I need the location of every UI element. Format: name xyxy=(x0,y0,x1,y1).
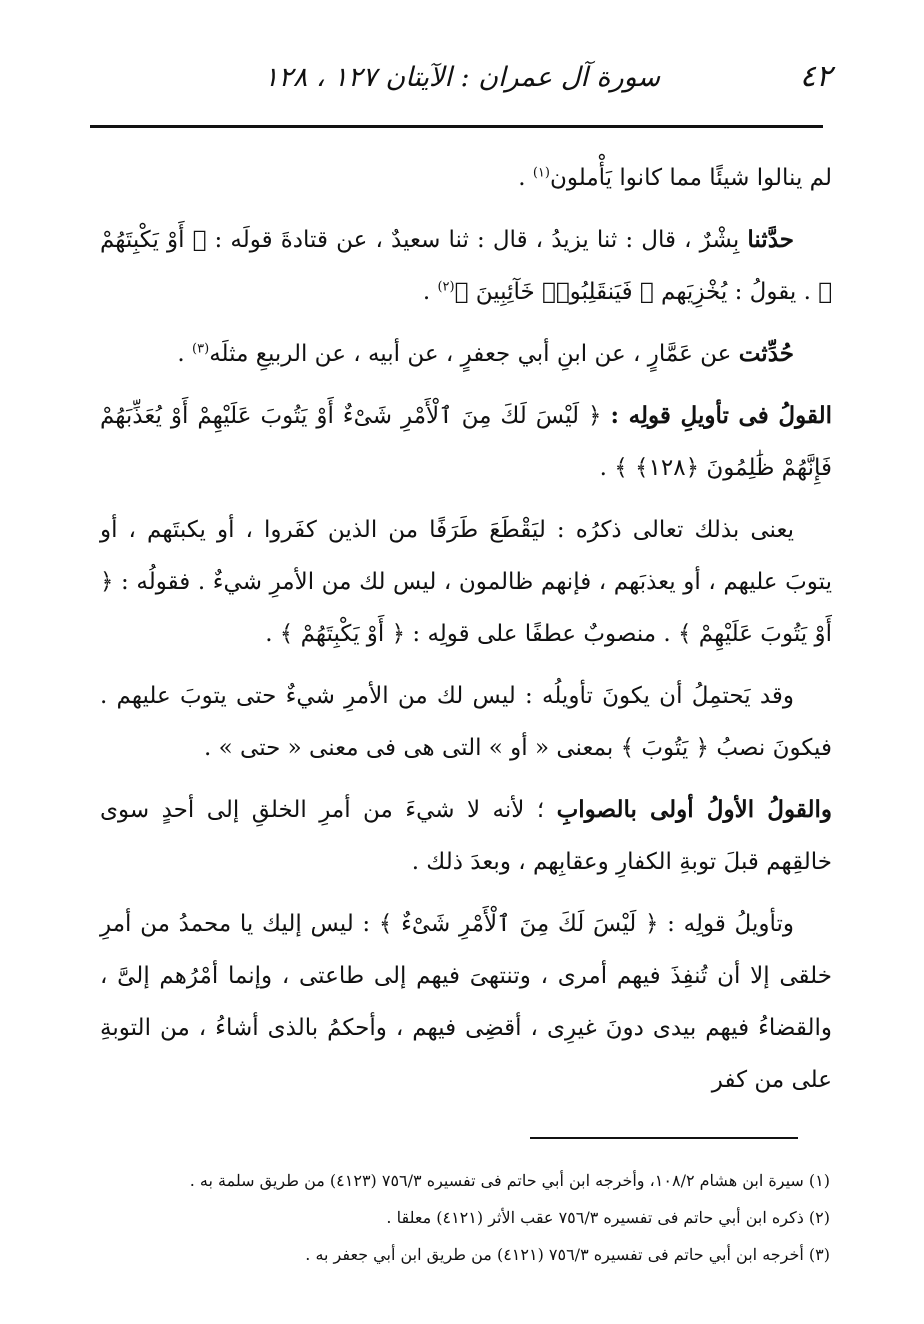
paragraph-text: لم ينالوا شيئًا مما كانوا يَأْملون xyxy=(549,165,832,191)
paragraph-text: يعنى بذلك تعالى ذكرُه : ليَقْطَعَ طَرَفًا من الذين كفَروا ، أو يكبتَهم ، أو يتوبَ عليهم ، أو يعذبَهم ، فإنهم ظالمون ، ليس لك من الأمرِ شيءٌ . فقولُه : ﴿ أَوْ يَتُوبَ عَلَيْهِمْ ﴾ . منصوبٌ عطفًا على قولِه : ﴿ أَوْ يَكْبِتَهُمْ ﴾ . xyxy=(100,517,832,647)
running-header-title: سورة آل عمران : الآيتان ١٢٧ ، ١٢٨ xyxy=(263,62,661,93)
paragraph xyxy=(100,784,832,888)
footnote-ref: (٣) xyxy=(192,341,210,357)
paragraph-text: وقد يَحتمِلُ أن يكونَ تأويلُه : ليس لك من الأمرِ شيءٌ حتى يتوبَ عليهم . فيكونَ نصبُ ﴿ يَتُوبَ ﴾ بمعنى « أو » التى هى فى معنى « حتى » . xyxy=(100,683,832,761)
footnote: (١) سيرة ابن هشام ١٠٨/٢، وأخرجه ابن أبي حاتم فى تفسيره ٧٥٦/٣ (٤١٢٣) من طريق سلمة به . xyxy=(189,1171,830,1190)
paragraph-text: عن عَمَّارٍ ، عن ابنِ أبي جعفرٍ ، عن أبيه ، عن الربيعِ مثلَه xyxy=(209,341,739,367)
paragraph-tail: . xyxy=(518,165,533,191)
paragraph xyxy=(100,152,832,204)
paragraph xyxy=(100,898,832,1106)
paragraph-lead: حدَّثنا xyxy=(747,226,794,253)
paragraph-text: بِشْرٌ ، قال : ثنا يزيدُ ، قال : ثنا سعيدٌ ، عن قتادةَ قولَه : ﴿ أَوْ يَكْبِتَهُمْ ﴾ . يقولُ : يُخْزِيَهم ﴿ فَيَنقَلِبُوا۟ خَآئِبِينَ ﴾ xyxy=(100,227,832,305)
footnote: (٢) ذكره ابن أبي حاتم فى تفسيره ٧٥٦/٣ عقب الأثر (٤١٢١) معلقا . xyxy=(386,1208,830,1227)
paragraph-text: ؛ لأنه لا شيءَ من أمرِ الخلقِ إلى أحدٍ سوى خالقِهم قبلَ توبةِ الكفارِ وعقابِهم ، وبعدَ ذلك . xyxy=(100,797,832,875)
paragraph xyxy=(100,214,832,318)
footnote-divider xyxy=(530,1137,798,1139)
header-divider xyxy=(90,125,823,128)
paragraph-tail: . xyxy=(422,279,438,305)
footnote: (٣) أخرجه ابن أبي حاتم فى تفسيره ٧٥٦/٣ (٤١٢١) من طريق ابن أبي جعفر به . xyxy=(305,1245,830,1264)
paragraph-lead: حُدِّثت xyxy=(738,340,794,367)
footnote-ref: (١) xyxy=(532,165,550,181)
footnote-ref: (٢) xyxy=(437,279,455,295)
paragraph-text: وتأويلُ قولِه : ﴿ لَيْسَ لَكَ مِنَ ٱلْأَمْرِ شَىْءٌ ﴾ : ليس إليك يا محمدُ من أمرِ خلقى إلا أن تُنفِذَ فيهم أمرى ، وتنتهىَ فيهم إلى طاعتى ، وإنما أمْرُهم إلىَّ ، والقضاءُ فيهم بيدى دونَ غيرِى ، أقضِى فيهم ، وأحكمُ بالذى أشاءُ ، من التوبةِ على من كفر xyxy=(100,911,832,1093)
paragraph-lead: القولُ فى تأويلِ قولِه : xyxy=(610,402,832,429)
footnotes xyxy=(100,1162,830,1273)
paragraph xyxy=(100,328,832,380)
paragraph xyxy=(100,670,832,774)
paragraph-text: ﴿ لَيْسَ لَكَ مِنَ ٱلْأَمْرِ شَىْءٌ أَوْ يَتُوبَ عَلَيْهِمْ أَوْ يُعَذِّبَهُمْ فَإِنَّهُمْ ظَٰلِمُونَ ﴿١٢٨﴾ ﴾ . xyxy=(100,403,832,481)
paragraph-lead: والقولُ الأولُ أولى بالصوابِ xyxy=(556,796,832,823)
page-number: ٤٢ xyxy=(799,59,832,94)
paragraph xyxy=(100,504,832,660)
paragraph-tail: . xyxy=(177,341,193,367)
main-text xyxy=(100,152,832,1116)
section-heading-paragraph xyxy=(100,390,832,494)
